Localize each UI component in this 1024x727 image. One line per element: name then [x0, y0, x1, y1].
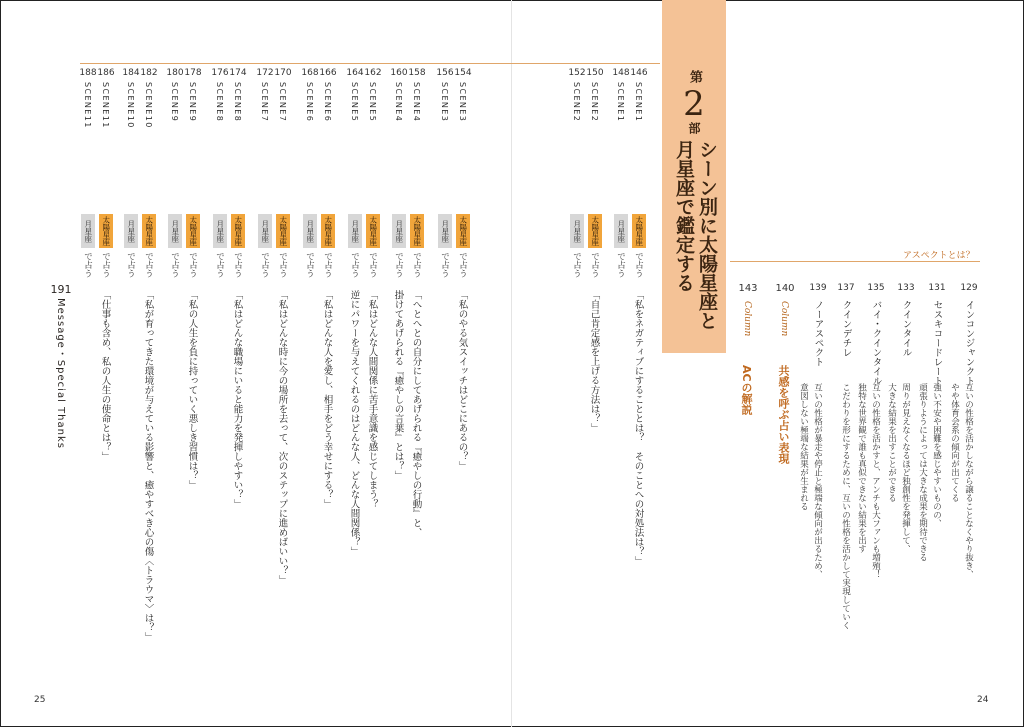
scene-label: SCENE6 [323, 82, 332, 123]
sign-badge-label: 太陽星座 [412, 216, 422, 246]
moon-sign-badge [614, 214, 628, 248]
scene-label: SCENE8 [215, 82, 224, 123]
sign-badge-label: 太陽星座 [368, 216, 378, 246]
column-title: 共感を呼ぶ占い表現 [777, 365, 790, 464]
scene-page-number: 174 [229, 68, 247, 78]
scene-page-number: 164 [346, 68, 364, 78]
sign-badge-label: 月星座 [350, 219, 360, 243]
aspect-name: セスキコードレート [931, 300, 943, 386]
scene-label: SCENE10 [144, 82, 153, 129]
sign-badge-label: 太陽星座 [278, 216, 288, 246]
scene-question: 掛けてあげられる『癒やしの言葉』とは？」 [392, 290, 404, 480]
sign-badge-label: 月星座 [616, 219, 626, 243]
sign-badge-label: 太陽星座 [458, 216, 468, 246]
de-uranau-label: で占う [633, 252, 644, 278]
scene-page-number: 182 [140, 68, 158, 78]
sun-sign-badge [366, 214, 380, 248]
scene-question: 「私のやる気スイッチはどこにあるの？」 [456, 290, 468, 471]
column-label: Column [779, 301, 789, 337]
scene-question: 「私が育ってきた環境が与えている影響と、癒やすべき心の傷〈トラウマ〉は？」 [142, 290, 154, 642]
aspect-description: こだわりを形にするために、互いの性格を活かして実現していく [840, 383, 851, 630]
top-rule [80, 63, 660, 64]
scene-label: SCENE9 [170, 82, 179, 123]
sign-badge-label: 月星座 [394, 219, 404, 243]
sun-sign-badge [99, 214, 113, 248]
aspect-description: 互いの性格が暴走や停止と極端な傾向が出るため、 [812, 383, 823, 579]
sign-badge-label: 月星座 [440, 219, 450, 243]
aspect-rule [730, 261, 980, 262]
folio-left: 25 [34, 695, 46, 705]
de-uranau-label: で占う [393, 252, 404, 278]
scene-question: 「私はどんな職場にいると能力を発揮しやすい？」 [231, 290, 243, 509]
sun-sign-badge [142, 214, 156, 248]
de-uranau-label: で占う [169, 252, 180, 278]
scene-label: SCENE1 [634, 82, 643, 123]
scene-label: SCENE8 [233, 82, 242, 123]
de-uranau-label: で占う [82, 252, 93, 278]
sign-badge-label: 太陽星座 [233, 216, 243, 246]
sun-sign-badge [276, 214, 290, 248]
part-title-line1: シーン別に太陽星座と [696, 140, 718, 330]
de-uranau-label: で占う [214, 252, 225, 278]
moon-sign-badge [81, 214, 95, 248]
de-uranau-label: で占う [571, 252, 582, 278]
sign-badge-label: 太陽星座 [323, 216, 333, 246]
scene-page-number: 152 [568, 68, 586, 78]
column-title: ACの解説 [740, 365, 753, 415]
sign-badge-label: 太陽星座 [188, 216, 198, 246]
moon-sign-badge [348, 214, 362, 248]
sign-badge-label: 月星座 [305, 219, 315, 243]
scene-label: SCENE3 [440, 82, 449, 123]
scene-question: 「仕事も含め、私の人生の使命とは？」 [99, 290, 111, 461]
scene-label: SCENE3 [458, 82, 467, 123]
sign-badge-label: 月星座 [572, 219, 582, 243]
scene-page-number: 170 [274, 68, 292, 78]
scene-label: SCENE7 [260, 82, 269, 123]
de-uranau-label: で占う [259, 252, 270, 278]
aspect-name: ノーアスペクト [812, 300, 824, 367]
sign-badge-label: 太陽星座 [144, 216, 154, 246]
de-uranau-label: で占う [367, 252, 378, 278]
scene-label: SCENE5 [350, 82, 359, 123]
part-number: 2 [683, 84, 705, 124]
scene-page-number: 146 [630, 68, 648, 78]
de-uranau-label: で占う [322, 252, 333, 278]
scene-page-number: 176 [211, 68, 229, 78]
de-uranau-label: で占う [304, 252, 315, 278]
scene-label: SCENE2 [572, 82, 581, 123]
moon-sign-badge [258, 214, 272, 248]
aspect-page-number: 129 [960, 283, 978, 293]
de-uranau-label: で占う [349, 252, 360, 278]
closing-title: Message・Special Thanks [55, 298, 66, 449]
scene-label: SCENE4 [412, 82, 421, 123]
scene-question: 「へとへとの自分にしてあげられる『癒やしの行動』と、 [410, 290, 422, 537]
scene-page-number: 186 [97, 68, 115, 78]
aspect-description: 強い不安や困難を感じやすいものの、 [931, 383, 942, 528]
scene-page-number: 180 [166, 68, 184, 78]
column-page-number: 143 [738, 283, 758, 294]
scene-label: SCENE9 [188, 82, 197, 123]
aspect-description: 意図しない極端な結果が生まれる [798, 383, 809, 511]
aspect-description: 互いの性格を活かすと、アンチも大ファンも増殖！ [870, 383, 881, 579]
moon-sign-badge [124, 214, 138, 248]
sun-sign-badge [231, 214, 245, 248]
scene-page-number: 154 [454, 68, 472, 78]
aspect-name: クインタイル [900, 300, 912, 357]
aspect-page-number: 139 [809, 283, 827, 293]
scene-page-number: 158 [408, 68, 426, 78]
sign-badge-label: 太陽星座 [590, 216, 600, 246]
scene-page-number: 148 [612, 68, 630, 78]
aspect-page-number: 131 [928, 283, 946, 293]
scene-page-number: 162 [364, 68, 382, 78]
scene-label: SCENE2 [590, 82, 599, 123]
aspect-description: 頑張りようによっては大きな成果を期待できる [917, 383, 928, 562]
scene-page-number: 160 [390, 68, 408, 78]
folio-right: 24 [977, 695, 989, 705]
aspect-description: やや体育会系の傾向が出てくる [949, 383, 960, 502]
aspect-name: バイ・クインタイル [870, 300, 882, 386]
scene-page-number: 166 [319, 68, 337, 78]
column-label: Column [742, 301, 752, 337]
moon-sign-badge [392, 214, 406, 248]
scene-page-number: 172 [256, 68, 274, 78]
scene-question: 「自己肯定感を上げる方法は？」 [588, 290, 600, 433]
moon-sign-badge [168, 214, 182, 248]
de-uranau-label: で占う [143, 252, 154, 278]
sign-badge-label: 月星座 [260, 219, 270, 243]
scene-label: SCENE6 [305, 82, 314, 123]
de-uranau-label: で占う [187, 252, 198, 278]
de-uranau-label: で占う [457, 252, 468, 278]
scene-label: SCENE5 [368, 82, 377, 123]
de-uranau-label: で占う [411, 252, 422, 278]
scene-page-number: 184 [122, 68, 140, 78]
sun-sign-badge [321, 214, 335, 248]
sign-badge-label: 月星座 [83, 219, 93, 243]
sign-badge-label: 太陽星座 [101, 216, 111, 246]
scene-label: SCENE11 [83, 82, 92, 129]
scene-question: 「私はどんな時に今の場所を去って、次のステップに進めばいい？」 [276, 290, 288, 585]
sun-sign-badge [456, 214, 470, 248]
part-bu: 部 [687, 122, 701, 134]
part-title-line2: 月星座で鑑定する [673, 140, 695, 292]
de-uranau-label: で占う [439, 252, 450, 278]
sign-badge-label: 月星座 [215, 219, 225, 243]
aspect-description: 互いの性格を活かしながら譲ることなくやり抜き、 [963, 383, 974, 579]
scene-question: 「私をネガティブにすることとは？ そのことへの対処法は？」 [632, 290, 644, 566]
moon-sign-badge [438, 214, 452, 248]
scene-label: SCENE11 [101, 82, 110, 129]
scene-label: SCENE4 [394, 82, 403, 123]
de-uranau-label: で占う [232, 252, 243, 278]
scene-question: 「私はどんな人を愛し、相手をどう幸せにする？」 [321, 290, 333, 509]
book-gutter [511, 0, 512, 727]
scene-question: 逆にパワーを与えてくれるのはどんな人、どんな人間関係？」 [348, 290, 360, 556]
scene-question: 「私はどんな人間関係に苦手意識を感じてしまう？ [366, 290, 378, 509]
aspect-name: インコンジャンクト [963, 300, 975, 386]
moon-sign-badge [213, 214, 227, 248]
part-banner [662, 0, 726, 353]
de-uranau-label: で占う [589, 252, 600, 278]
aspect-description: 独特な世界観で誰も真似できない結果を出す [856, 383, 867, 553]
closing-page-number: 191 [50, 283, 72, 296]
scene-label: SCENE1 [616, 82, 625, 123]
scene-page-number: 150 [586, 68, 604, 78]
scene-label: SCENE7 [278, 82, 287, 123]
de-uranau-label: で占う [125, 252, 136, 278]
de-uranau-label: で占う [277, 252, 288, 278]
aspect-heading: アスペクトとは？ [903, 251, 975, 261]
sun-sign-badge [588, 214, 602, 248]
scene-page-number: 156 [436, 68, 454, 78]
column-page-number: 140 [775, 283, 795, 294]
sun-sign-badge [186, 214, 200, 248]
scene-page-number: 188 [79, 68, 97, 78]
scene-label: SCENE10 [126, 82, 135, 129]
sign-badge-label: 月星座 [126, 219, 136, 243]
sign-badge-label: 月星座 [170, 219, 180, 243]
moon-sign-badge [570, 214, 584, 248]
scene-page-number: 168 [301, 68, 319, 78]
de-uranau-label: で占う [100, 252, 111, 278]
scene-page-number: 178 [184, 68, 202, 78]
aspect-description: 周りが見えなくなるほど独創性を発揮して、 [900, 383, 911, 553]
aspect-description: 大きな結果を出すことができる [886, 383, 897, 502]
aspect-page-number: 137 [837, 283, 855, 293]
scene-question: 「私の人生を負に持っていく悪しき習慣は？」 [186, 290, 198, 490]
de-uranau-label: で占う [615, 252, 626, 278]
sun-sign-badge [410, 214, 424, 248]
aspect-page-number: 135 [867, 283, 885, 293]
moon-sign-badge [303, 214, 317, 248]
aspect-page-number: 133 [897, 283, 915, 293]
sun-sign-badge [632, 214, 646, 248]
aspect-name: クインデチレ [840, 300, 852, 357]
sign-badge-label: 太陽星座 [634, 216, 644, 246]
part-dai: 第 [687, 70, 702, 83]
